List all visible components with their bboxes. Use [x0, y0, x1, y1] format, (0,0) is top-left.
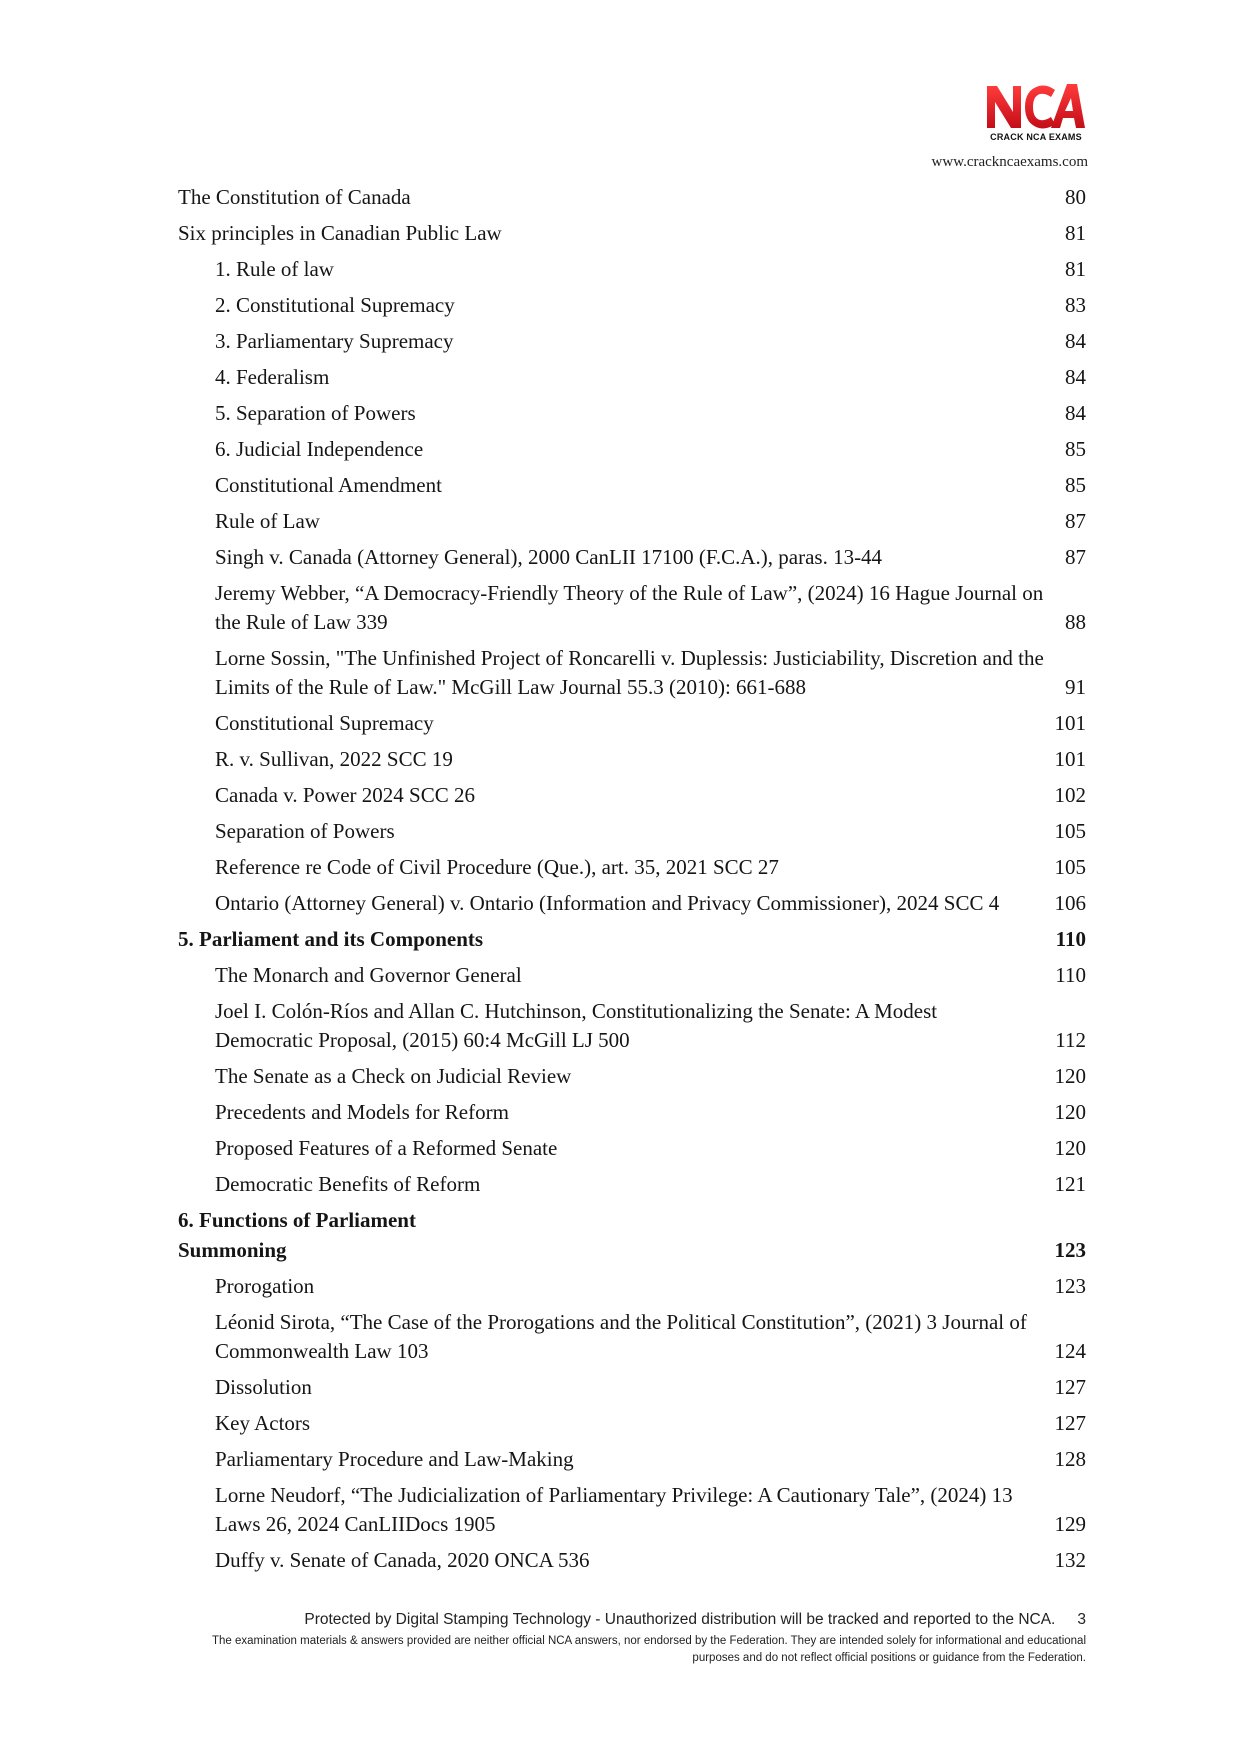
- toc-entry-title: Lorne Sossin, "The Unfinished Project of Roncarelli v. Duplessis: Justiciability, Discretion and the Limits of the Rule of Law." McGill Law Journal 55.3 (2010): 661-688: [215, 646, 1044, 699]
- toc-entry-page: 84: [1065, 329, 1086, 353]
- toc-entry[interactable]: [178, 399, 1086, 428]
- toc-entry[interactable]: [178, 1134, 1086, 1163]
- toc-entry-title: Ontario (Attorney General) v. Ontario (Information and Privacy Commissioner), 2024 SCC 4: [215, 891, 1000, 915]
- toc-entry-page: 123: [1054, 1238, 1086, 1262]
- protection-notice-line: [243, 1611, 1086, 1629]
- toc-entry-page: 120: [1054, 1136, 1086, 1160]
- toc-entry-title: Constitutional Supremacy: [215, 711, 434, 735]
- toc-entry-page: 128: [1054, 1447, 1086, 1471]
- toc-entry-page: 105: [1054, 819, 1086, 843]
- toc-entry[interactable]: [178, 853, 1086, 882]
- toc-entry[interactable]: [178, 363, 1086, 392]
- toc-entry-page: 91: [1065, 675, 1086, 699]
- toc-entry[interactable]: [178, 1373, 1086, 1402]
- toc-entry-page: 110: [1055, 963, 1086, 987]
- toc-entry-title: Key Actors: [215, 1411, 311, 1435]
- toc-entry-title: Dissolution: [215, 1375, 312, 1399]
- toc-entry[interactable]: [178, 1546, 1086, 1575]
- toc-entry[interactable]: [178, 327, 1086, 356]
- toc-entry-title: Six principles in Canadian Public Law: [178, 221, 502, 245]
- toc-entry-page: 120: [1054, 1100, 1086, 1124]
- toc-entry-page: 124: [1054, 1339, 1086, 1363]
- toc-entry-title: Separation of Powers: [215, 819, 395, 843]
- toc-entry-title: Democratic Benefits of Reform: [215, 1172, 481, 1196]
- toc-entry[interactable]: [178, 745, 1086, 774]
- toc-entry-title: Canada v. Power 2024 SCC 26: [215, 783, 475, 807]
- toc-entry-page: 105: [1054, 855, 1086, 879]
- toc-entry-title: The Constitution of Canada: [178, 185, 411, 209]
- toc-entry-page: 112: [1055, 1028, 1086, 1052]
- toc-entry-title: 4. Federalism: [215, 365, 330, 389]
- toc-entry[interactable]: [178, 1481, 1086, 1539]
- toc-entry-title: 3. Parliamentary Supremacy: [215, 329, 454, 353]
- toc-entry-title: 5. Parliament and its Components: [178, 927, 484, 951]
- toc-entry-page: 80: [1065, 185, 1086, 209]
- toc-entry-title: Reference re Code of Civil Procedure (Que.), art. 35, 2021 SCC 27: [215, 855, 779, 879]
- toc-entry[interactable]: [178, 1062, 1086, 1091]
- toc-entry[interactable]: [178, 709, 1086, 738]
- toc-entry-page: 85: [1065, 473, 1086, 497]
- toc-entry-title: R. v. Sullivan, 2022 SCC 19: [215, 747, 453, 771]
- toc-entry-page: 84: [1065, 365, 1086, 389]
- toc-entry[interactable]: [178, 1409, 1086, 1438]
- toc-entry-page: 106: [1054, 891, 1086, 915]
- toc-entry[interactable]: [178, 579, 1086, 637]
- toc-entry-page: 84: [1065, 401, 1086, 425]
- toc-entry-page: 120: [1054, 1064, 1086, 1088]
- toc-entry-page: 88: [1065, 610, 1086, 634]
- toc-entry[interactable]: [178, 291, 1086, 320]
- toc-entry[interactable]: [178, 1308, 1086, 1366]
- toc-entry-page: 101: [1054, 711, 1086, 735]
- toc-entry-title: Singh v. Canada (Attorney General), 2000 CanLII 17100 (F.C.A.), paras. 13-44: [215, 545, 883, 569]
- toc-entry-page: 110: [1055, 927, 1086, 951]
- toc-entry-title: Precedents and Models for Reform: [215, 1100, 509, 1124]
- protection-notice: Protected by Digital Stamping Technology - Unauthorized distribution will be tracked and reported to the NCA.: [304, 1611, 1056, 1628]
- toc-entry-page: 83: [1065, 293, 1086, 317]
- toc-entry[interactable]: [178, 543, 1086, 572]
- toc-entry[interactable]: [178, 644, 1086, 702]
- toc-entry[interactable]: [178, 255, 1086, 284]
- toc-entry-title: Duffy v. Senate of Canada, 2020 ONCA 536: [215, 1548, 590, 1572]
- toc-entry-title: Léonid Sirota, “The Case of the Prorogations and the Political Constitution”, (2021) 3 Journal of Commonwealth Law 103: [215, 1310, 1027, 1363]
- toc-entry-title: Summoning: [178, 1238, 287, 1262]
- toc-entry-page: 127: [1054, 1411, 1086, 1435]
- toc-entry-title: 5. Separation of Powers: [215, 401, 416, 425]
- toc-entry-title: Joel I. Colón-Ríos and Allan C. Hutchinson, Constitutionalizing the Senate: A Modest Democratic Proposal, (2015) 60:4 McGill LJ 500: [215, 999, 938, 1052]
- toc-entry-title: Lorne Neudorf, “The Judicialization of Parliamentary Privilege: A Cautionary Tale”, (2024) 13 Laws 26, 2024 CanLIIDocs 1905: [215, 1483, 1013, 1536]
- page-number: 3: [1077, 1611, 1086, 1628]
- toc-entry-title: The Senate as a Check on Judicial Review: [215, 1064, 572, 1088]
- toc-entry[interactable]: [178, 997, 1086, 1055]
- toc-entry-title: Constitutional Amendment: [215, 473, 442, 497]
- nca-logo-mark: [985, 80, 1087, 132]
- toc-entry-page: 81: [1065, 257, 1086, 281]
- toc-entry[interactable]: [178, 507, 1086, 536]
- toc-entry-title: 6. Functions of Parliament: [178, 1208, 416, 1232]
- toc-entry-page: 102: [1054, 783, 1086, 807]
- toc-entry-title: 2. Constitutional Supremacy: [215, 293, 455, 317]
- toc-entry[interactable]: [178, 1098, 1086, 1127]
- table-of-contents: [178, 183, 1086, 1582]
- toc-entry-title: 1. Rule of law: [215, 257, 334, 281]
- toc-entry-page: 127: [1054, 1375, 1086, 1399]
- toc-entry-title: 6. Judicial Independence: [215, 437, 424, 461]
- toc-entry[interactable]: [178, 961, 1086, 990]
- toc-entry[interactable]: [178, 1206, 1086, 1235]
- toc-entry-page: 129: [1054, 1512, 1086, 1536]
- logo-caption: CRACK NCA EXAMS: [990, 132, 1082, 142]
- website-url: www.crackncaexams.com: [931, 154, 1088, 170]
- toc-entry[interactable]: [178, 219, 1086, 248]
- toc-entry-title: Rule of Law: [215, 509, 320, 533]
- toc-entry-page: 132: [1054, 1548, 1086, 1572]
- toc-entry[interactable]: [178, 1170, 1086, 1199]
- toc-entry[interactable]: [178, 1236, 1086, 1265]
- toc-entry[interactable]: [178, 925, 1086, 954]
- toc-entry-page: 101: [1054, 747, 1086, 771]
- toc-entry[interactable]: [178, 1272, 1086, 1301]
- toc-entry-page: 121: [1054, 1172, 1086, 1196]
- toc-entry-title: Jeremy Webber, “A Democracy-Friendly Theory of the Rule of Law”, (2024) 16 Hague Journal on the Rule of Law 339: [215, 581, 1044, 634]
- toc-entry-page: 87: [1065, 509, 1086, 533]
- toc-entry-title: Proposed Features of a Reformed Senate: [215, 1136, 558, 1160]
- toc-entry[interactable]: [178, 889, 1086, 918]
- toc-entry-title: Prorogation: [215, 1274, 315, 1298]
- toc-entry[interactable]: [178, 1445, 1086, 1474]
- toc-entry[interactable]: [178, 435, 1086, 464]
- toc-entry[interactable]: [178, 781, 1086, 810]
- toc-entry-title: The Monarch and Governor General: [215, 963, 522, 987]
- toc-entry-title: Parliamentary Procedure and Law-Making: [215, 1447, 574, 1471]
- toc-entry[interactable]: [178, 183, 1086, 212]
- toc-entry-page: 81: [1065, 221, 1086, 245]
- toc-entry-page: 123: [1054, 1274, 1086, 1298]
- toc-entry-page: 85: [1065, 437, 1086, 461]
- toc-entry[interactable]: [178, 817, 1086, 846]
- disclaimer: The examination materials & answers provided are neither official NCA answers, nor endorsed by the Federation. They are intended solely for informational and educational purposes and do not reflect official positions or guidance from the Federation.: [211, 1635, 1086, 1664]
- toc-entry[interactable]: [178, 471, 1086, 500]
- toc-entry-page: 87: [1065, 545, 1086, 569]
